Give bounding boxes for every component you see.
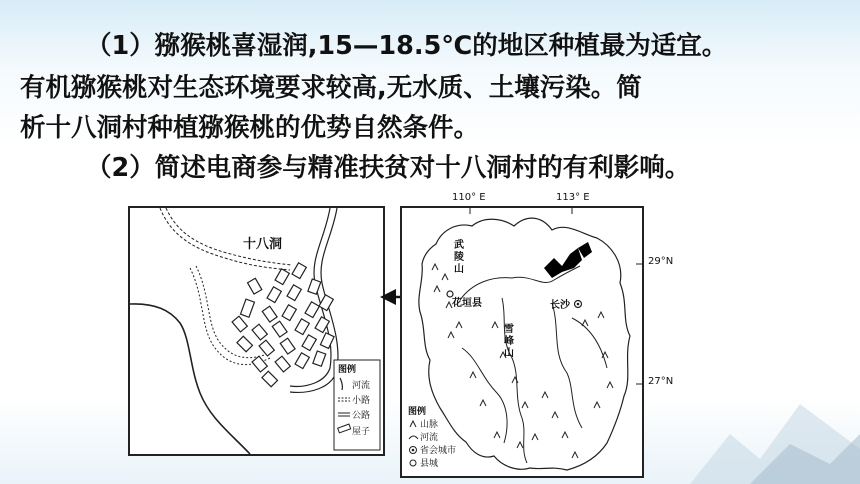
legend-mountain: 山脉 [420,420,439,430]
house [267,287,281,303]
house [295,319,309,335]
dongting-lake [544,248,582,278]
house [287,285,301,301]
region-map [402,208,642,476]
house [315,317,329,333]
house-group [232,263,334,387]
house [241,299,255,317]
house [313,351,326,366]
wuling-label-2: 陵 [454,252,464,263]
house [252,356,267,372]
village-legend [334,360,380,450]
house [308,279,321,294]
village-title: 十八洞 [243,237,283,252]
house [262,371,278,387]
legend-county: 县城 [420,459,439,469]
lat-29-label-outer: 29°N [648,256,674,267]
legend-title: 图例 [408,407,427,417]
house [319,295,333,311]
huayuan-marker [447,291,453,297]
house [295,353,309,369]
house [237,336,253,352]
house [272,321,287,337]
house [275,356,290,372]
house [302,335,316,351]
lat-27-label: 27°N [648,376,674,387]
huayuan-label: 花垣县 [452,298,482,309]
river-network-3 [462,348,507,443]
house [320,333,334,349]
village-map [130,208,383,454]
legend-road: 公路 [352,411,371,421]
xuefeng-label-2: 峰 [504,336,514,347]
house [275,269,289,285]
region-legend [408,405,456,469]
river-line [130,304,250,454]
house [248,278,262,294]
village-map-panel [128,206,385,456]
lon-113-label: 113° E [556,192,590,203]
legend-capital: 省会城市 [420,446,457,456]
lon-110-label: 110° E [452,192,486,203]
xuefeng-label-1: 雪 [504,324,514,335]
wuling-label-1: 武 [454,240,464,251]
house [259,340,274,356]
question-1-line-1: （1）猕猴桃喜湿润,15—18.5℃的地区种植最为适宜。 [86,31,728,61]
house [262,306,277,322]
legend-title: 图例 [338,365,357,375]
region-map-panel [400,206,644,478]
wuling-label-3: 山 [454,264,464,275]
decorative-snow-corner [690,364,860,484]
legend-trail: 小路 [352,396,371,406]
question-2: （2）简述电商参与精准扶贫对十八洞村的有利影响。 [86,153,691,183]
question-1-line-2: 有机猕猴桃对生态环境要求较高,无水质、土壤污染。简 [20,73,642,103]
mountain-marks [432,264,613,458]
legend-river: 河流 [352,381,371,391]
house [305,302,319,318]
house [282,305,296,321]
question-1-line-3: 析十八洞村种植猕猴桃的优势自然条件。 [20,113,480,143]
house [292,263,306,279]
river-network-4 [552,303,582,428]
house [280,338,295,354]
river-network-5 [572,318,607,368]
legend-house: 屋子 [352,427,371,437]
changsha-label: 长沙 [550,300,570,311]
xuefeng-label-3: 山 [504,348,514,359]
house [252,324,267,340]
legend-river: 河流 [420,433,439,443]
house [232,316,247,332]
